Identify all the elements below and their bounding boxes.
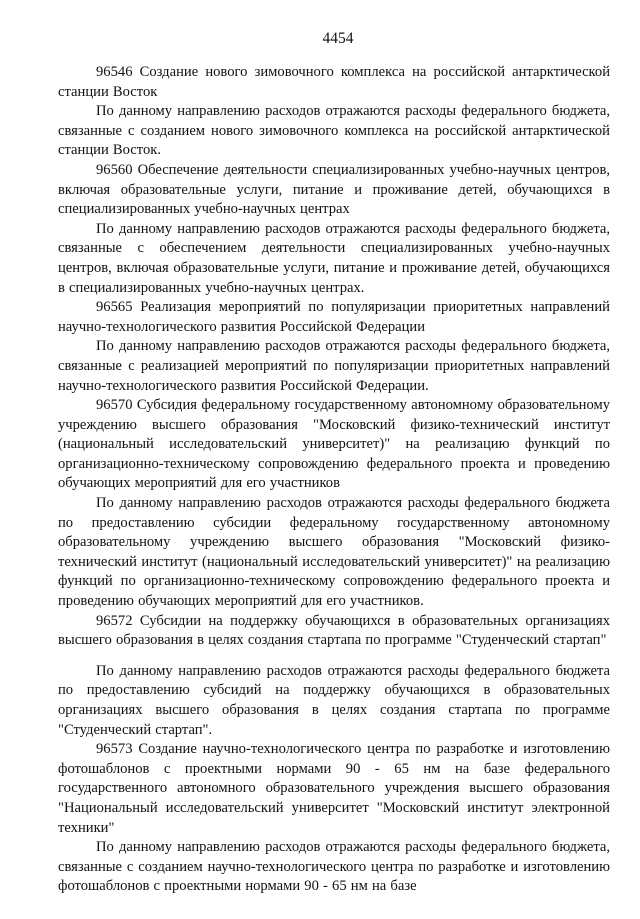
paragraph-96560-description: По данному направлению расходов отражаются расходы федерального бюджета, связанные с обеспечением деятельности специализированных учебно-научных центров, включая образовательные услуги, питание и проживание детей, обучающихся в специализированных учебно-научных центрах. (58, 220, 610, 296)
paragraph-96565-heading: 96565 Реализация мероприятий по популяризации приоритетных направлений научно-технологического развития Российской Федерации (58, 299, 610, 335)
paragraph-96572-description: По данному направлению расходов отражаются расходы федерального бюджета по предоставлению субсидий на поддержку обучающихся в образовательных организациях высшего образования в целях создания стартапа по программе "Студенческий стартап". (58, 662, 610, 738)
paragraph-96573-heading: 96573 Создание научно-технологического центра по разработке и изготовлению фотошаблонов с проектными нормами 90 - 65 нм на базе федерального государственного автономного образовательного учреждения высшего образования "Национальный исследовательский университет "Московский институт электронной техники" (58, 741, 610, 836)
paragraph-96546-description: По данному направлению расходов отражаются расходы федерального бюджета, связанные с созданием нового зимовочного комплекса на российской антарктической станции Восток. (58, 103, 610, 159)
paragraph-96573-description: По данному направлению расходов отражаются расходы федерального бюджета, связанные с созданием научно-технологического центра по разработке и изготовлению фотошаблонов с проектными нормами 90 - 65 нм на базе (58, 839, 610, 895)
paragraph-96565-description: По данному направлению расходов отражаются расходы федерального бюджета, связанные с реализацией мероприятий по популяризации приоритетных направлений научно-технологического развития Российской Федерации. (58, 338, 610, 394)
paragraph-96570-description: По данному направлению расходов отражаются расходы федерального бюджета по предоставлению субсидии федеральному государственному автономному образовательному учреждению высшего образования "Московский физико-технический институт (национальный исследовательский университет)" на реализацию функций по организационно-техническому сопровождению федерального проекта и проведению обучающих мероприятий для его участников. (58, 495, 610, 610)
page-number: 4454 (322, 30, 354, 47)
paragraph-96570-heading: 96570 Субсидия федеральному государственному автономному образовательному учреждению высшего образования "Московский физико-технический институт (национальный исследовательский университет)" на реализацию функций по организационно-техническому сопровождению федерального проекта и проведению обучающих мероприятий для его участников (58, 397, 610, 492)
paragraph-96560-heading: 96560 Обеспечение деятельности специализированных учебно-научных центров, включая образовательные услуги, питание и проживание детей, обучающихся в специализированных учебно-научных центрах (58, 161, 610, 218)
paragraph-96546-heading: 96546 Создание нового зимовочного комплекса на российской антарктической станции Восток (58, 64, 610, 100)
paragraph-96572-heading: 96572 Субсидии на поддержку обучающихся в образовательных организациях высшего образования в целях создания стартапа по программе "Студенческий стартап" (58, 612, 610, 649)
